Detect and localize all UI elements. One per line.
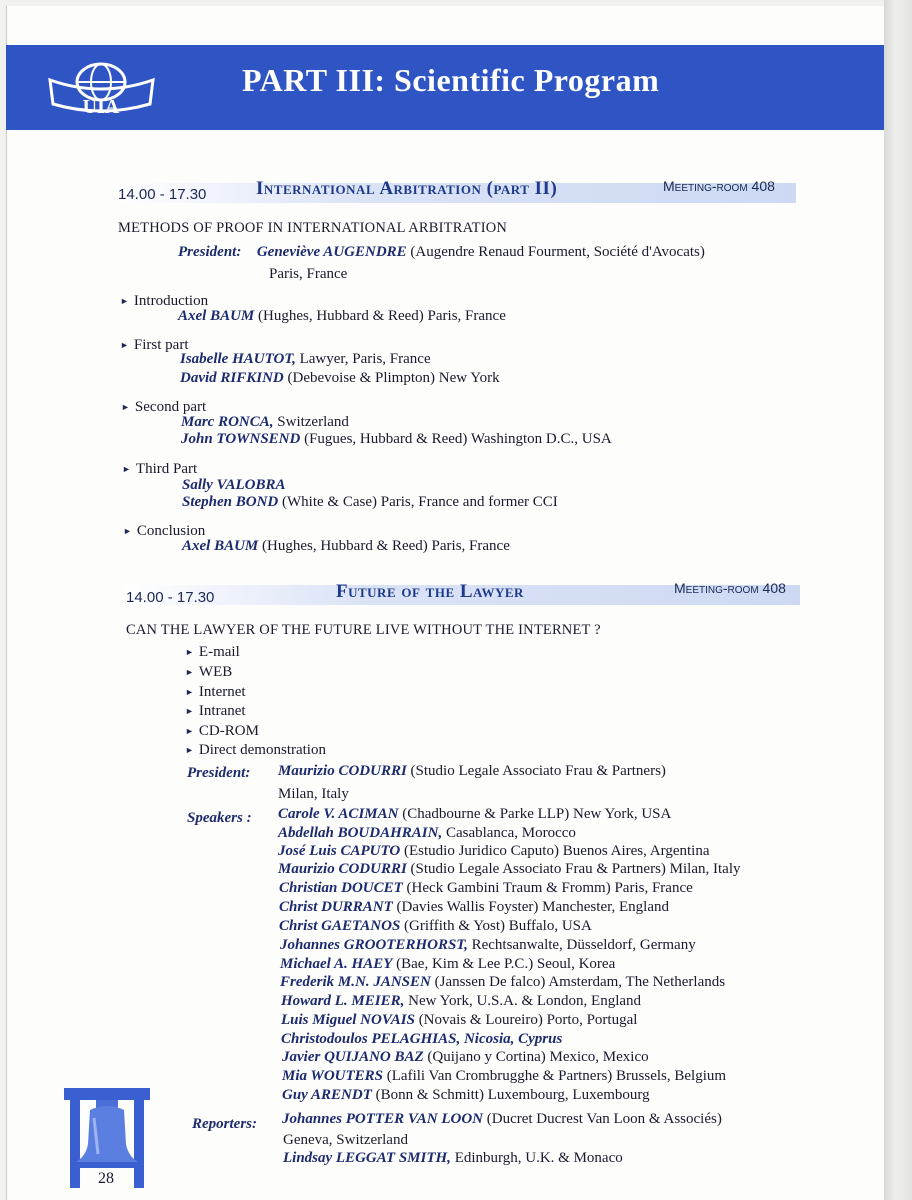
bullet-arrow-icon: ► xyxy=(120,340,129,350)
bullet-arrow-icon: ► xyxy=(123,526,132,536)
speaker-line: Howard L. MEIER, New York, U.S.A. & London, England xyxy=(281,993,642,1009)
speaker-line: Luis Miguel NOVAIS (Novais & Loureiro) Porto, Portugal xyxy=(281,1012,638,1028)
reporter-line: Geneva, Switzerland xyxy=(283,1132,408,1148)
president-affiliation: (Augendre Renaud Fourment, Société d'Avocats) xyxy=(406,244,705,260)
bullet-arrow-icon: ► xyxy=(185,706,194,716)
speakers-label: Speakers : xyxy=(187,810,252,826)
speaker-line: Maurizio CODURRI (Studio Legale Associato Frau & Partners) Milan, Italy xyxy=(278,861,741,877)
topic-item: ► CD-ROM xyxy=(185,723,259,739)
reporter-line: Lindsay LEGGAT SMITH, Edinburgh, U.K. & Monaco xyxy=(283,1150,623,1166)
topic-item: ► WEB xyxy=(185,664,233,680)
topic-item: ► Direct demonstration xyxy=(185,742,326,758)
speaker-line: Sally VALOBRA xyxy=(182,477,286,493)
section-title: International Arbitration (part II) xyxy=(256,178,558,199)
president-line xyxy=(178,244,705,261)
section-room: Meeting-room 408 xyxy=(674,580,786,596)
president-label: President: xyxy=(178,244,242,260)
topic-item: ► Internet xyxy=(185,684,246,700)
bullet-arrow-icon: ► xyxy=(185,647,194,657)
speaker-line: Mia WOUTERS (Lafili Van Crombrugghe & Partners) Brussels, Belgium xyxy=(282,1068,727,1084)
president-line: Maurizio CODURRI (Studio Legale Associato Frau & Partners) xyxy=(278,763,666,779)
section-title: Future of the Lawyer xyxy=(336,581,524,602)
section-subtitle: METHODS OF PROOF IN INTERNATIONAL ARBITRATION xyxy=(118,220,508,236)
speaker-line: Michael A. HAEY (Bae, Kim & Lee P.C.) Seoul, Korea xyxy=(280,956,616,972)
speaker-line: Frederik M.N. JANSEN (Janssen De falco) Amsterdam, The Netherlands xyxy=(280,974,726,990)
topic-item: ► Intranet xyxy=(185,703,246,719)
topic-item: ► E-mail xyxy=(185,644,240,660)
speaker-line: Christ DURRANT (Davies Wallis Foyster) Manchester, England xyxy=(279,899,669,915)
section-subtitle: CAN THE LAWYER OF THE FUTURE LIVE WITHOUT THE INTERNET ? xyxy=(126,622,601,638)
page-title: PART III: Scientific Program xyxy=(242,62,660,98)
uia-logo xyxy=(44,58,159,120)
part-label: ► Conclusion xyxy=(123,523,206,539)
speaker-line: Johannes GROOTERHORST, Rechtsanwalte, Düsseldorf, Germany xyxy=(280,937,696,953)
president-name: Geneviève AUGENDRE xyxy=(256,244,407,260)
page-number: 28 xyxy=(98,1170,114,1187)
speaker-line: Christ GAETANOS (Griffith & Yost) Buffalo, USA xyxy=(279,918,592,934)
speaker-line: Christodoulos PELAGHIAS, Nicosia, Cyprus xyxy=(281,1031,563,1047)
bullet-arrow-icon: ► xyxy=(120,296,129,306)
part-label: ► Introduction xyxy=(120,293,209,309)
bullet-arrow-icon: ► xyxy=(185,667,194,677)
section-time: 14.00 - 17.30 xyxy=(118,186,207,203)
bullet-arrow-icon: ► xyxy=(185,687,194,697)
speaker-line: Javier QUIJANO BAZ (Quijano y Cortina) Mexico, Mexico xyxy=(282,1049,649,1065)
reporter-line: Johannes POTTER VAN LOON (Ducret Ducrest Van Loon & Associés) xyxy=(282,1111,722,1127)
reporters-label: Reporters: xyxy=(192,1116,257,1132)
bullet-arrow-icon: ► xyxy=(185,745,194,755)
speaker-line: Guy ARENDT (Bonn & Schmitt) Luxembourg, Luxembourg xyxy=(282,1087,650,1103)
speaker-line: Axel BAUM (Hughes, Hubbard & Reed) Paris, France xyxy=(178,308,506,324)
speaker-line: Marc RONCA, Switzerland xyxy=(181,414,349,430)
speaker-line: John TOWNSEND (Fugues, Hubbard & Reed) Washington D.C., USA xyxy=(181,431,612,447)
logo-text: UIA xyxy=(82,96,120,118)
part-label: ► Second part xyxy=(121,399,207,415)
speaker-line: Isabelle HAUTOT, Lawyer, Paris, France xyxy=(180,351,431,367)
section-room: Meeting-room 408 xyxy=(663,178,775,194)
part-label: ► Third Part xyxy=(122,461,198,477)
part-label: ► First part xyxy=(120,337,189,353)
speaker-line: David RIFKIND (Debevoise & Plimpton) New York xyxy=(180,370,500,386)
speaker-line: Christian DOUCET (Heck Gambini Traum & Fromm) Paris, France xyxy=(279,880,693,896)
speaker-line: Abdellah BOUDAHRAIN, Casablanca, Morocco xyxy=(278,825,576,841)
speaker-line: José Luis CAPUTO (Estudio Juridico Caputo) Buenos Aires, Argentina xyxy=(278,843,710,859)
president-location: Milan, Italy xyxy=(278,786,349,802)
bullet-arrow-icon: ► xyxy=(185,726,194,736)
bullet-arrow-icon: ► xyxy=(121,402,130,412)
section-time: 14.00 - 17.30 xyxy=(126,589,215,606)
speaker-line: Stephen BOND (White & Case) Paris, France and former CCI xyxy=(182,494,558,510)
president-location: Paris, France xyxy=(269,266,348,282)
bullet-arrow-icon: ► xyxy=(122,464,131,474)
speaker-line: Axel BAUM (Hughes, Hubbard & Reed) Paris, France xyxy=(182,538,510,554)
binding-spine xyxy=(884,0,912,1200)
president-label: President: xyxy=(187,765,251,781)
speaker-line: Carole V. ACIMAN (Chadbourne & Parke LLP) New York, USA xyxy=(278,806,672,822)
